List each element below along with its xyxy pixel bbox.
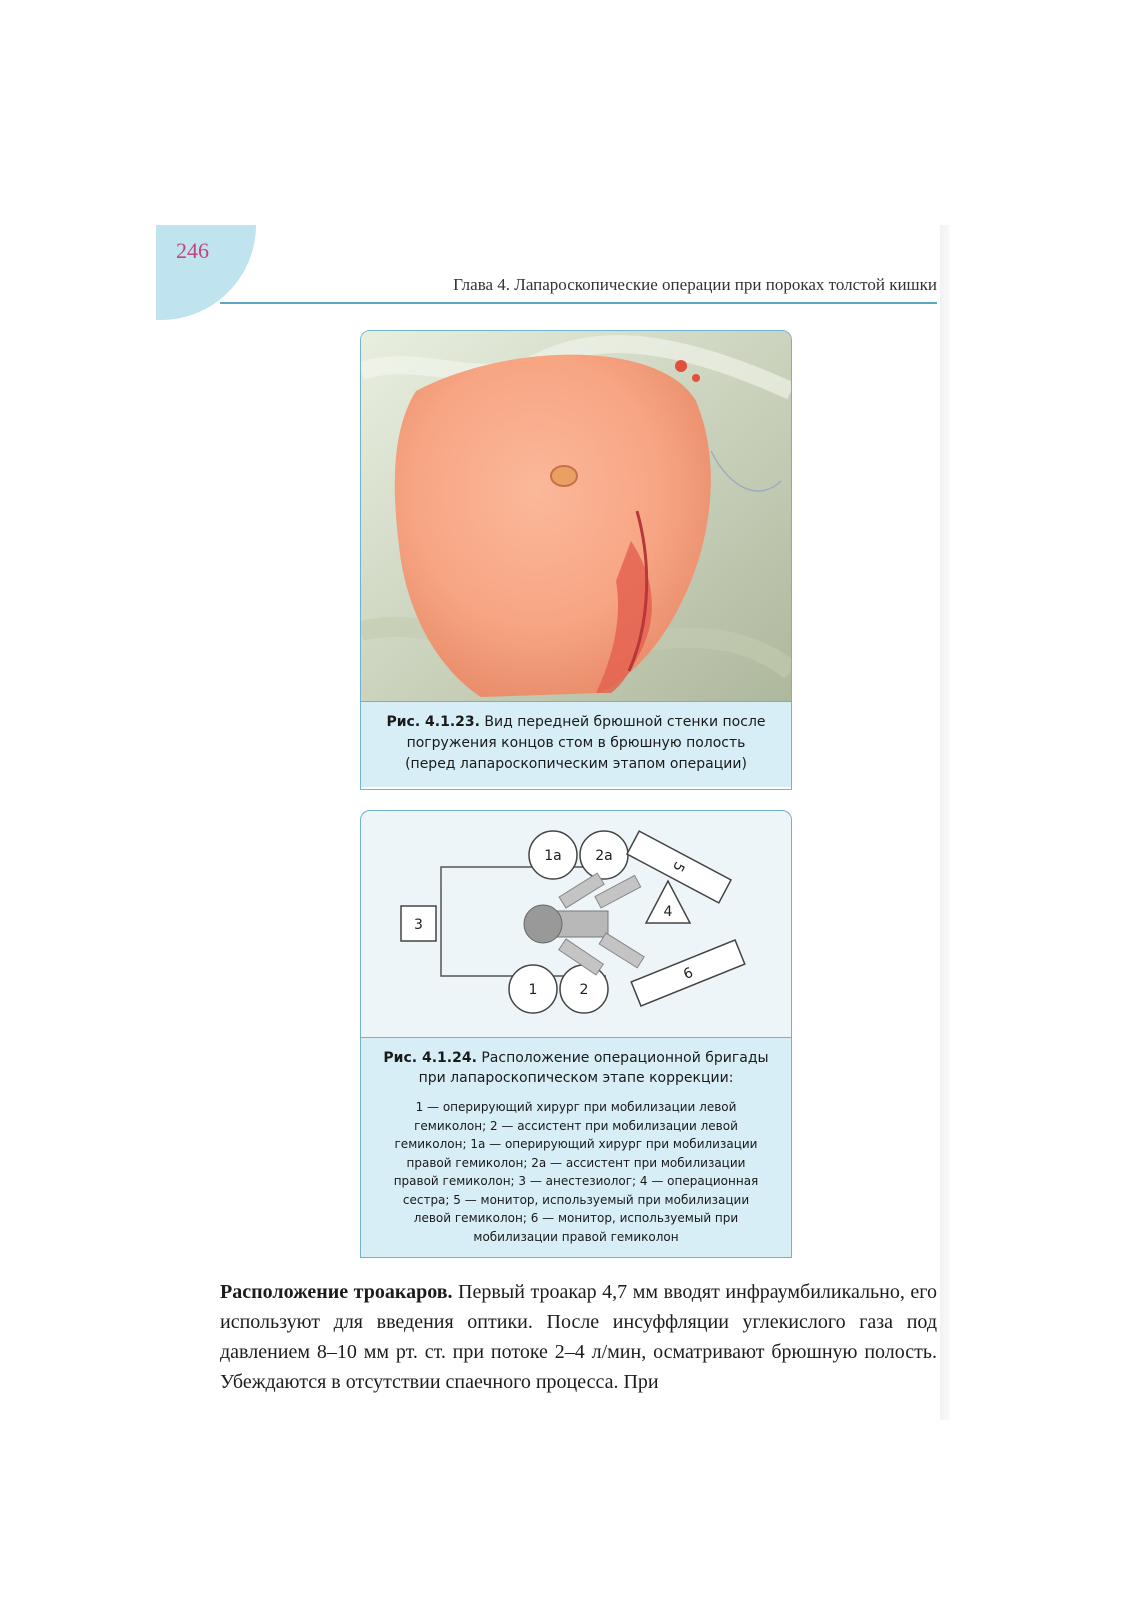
page-edge-shadow <box>940 225 950 1420</box>
running-head: Глава 4. Лапароскопические операции при пороках толстой кишки <box>453 275 937 294</box>
position-3-label: 3 <box>414 917 423 933</box>
figure-1-caption-text: Вид передней брюшной стенки после погружения концов стом в брюшную полость (перед лапароскопическим этапом операции) <box>405 714 766 772</box>
figure-2-legend: 1 — оперирующий хирург при мобилизации левой гемиколон; 2 — ассистент при мобилизации левой гемиколон; 1а — оперирующий хирург при мобилизации правой гемиколон; 2а — ассистент при мобилизации правой гемиколон; 3 — анестезиолог; 4 — операционная сестра; 5 — монитор, используемый при мобилизации левой гемиколон; 6 — монитор, используемый при мобилизации правой гемиколон <box>393 1100 759 1244</box>
figure-2-label: Рис. 4.1.24. <box>383 1050 477 1066</box>
header-rule <box>220 302 937 304</box>
monitor-6-label: 6 <box>681 964 696 984</box>
figure-2-caption-text: Расположение операционной бригады при лапароскопическом этапе коррекции: <box>418 1050 769 1086</box>
monitor-5-label: 5 <box>668 858 688 875</box>
body-paragraph <box>220 1277 937 1397</box>
position-1a-label: 1а <box>544 848 562 864</box>
monitor-5 <box>627 831 731 903</box>
abdominal-wall-photo <box>361 331 791 701</box>
figure-diagram <box>360 810 792 1258</box>
paragraph-lead: Расположение троакаров. <box>220 1281 453 1303</box>
position-4-label: 4 <box>663 904 673 920</box>
position-2-label: 2 <box>579 982 589 998</box>
position-1-label: 1 <box>528 982 538 998</box>
figure-1-label: Рис. 4.1.23. <box>386 714 480 730</box>
monitor-6 <box>631 940 745 1006</box>
figure-2-caption <box>361 1037 791 1258</box>
page-number: 246 <box>176 238 209 263</box>
paragraph-text: Первый троакар 4,7 мм вводят инфраумбиликально, его используют для введения оптики. После инсуффляции углекислого газа под давлением 8–10 мм рт. ст. при потоке 2–4 л/мин, осматривают брюшную полость. Убеждаются в отсутствии спаечного процесса. При <box>220 1281 937 1393</box>
figure-1-caption <box>361 701 791 787</box>
figure-2-caption-title <box>383 1048 769 1088</box>
figure-photo <box>360 330 792 790</box>
team-layout-diagram <box>361 811 791 1037</box>
patient-head <box>524 905 562 943</box>
position-2a-label: 2а <box>595 848 613 864</box>
